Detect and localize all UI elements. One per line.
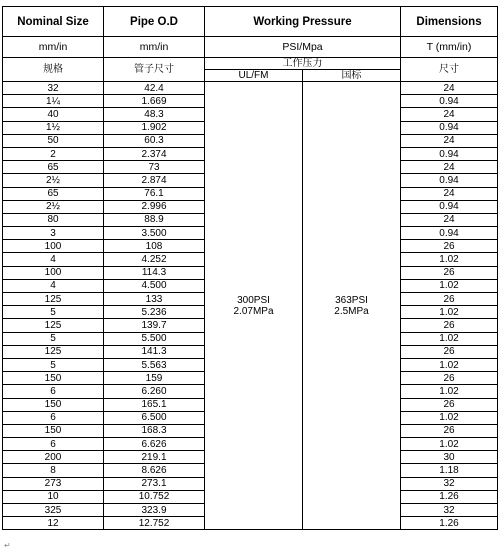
pressure-national-psi: 363PSI (335, 294, 368, 306)
cell-thickness-in: 0.94 (401, 147, 498, 160)
cell-od-mm: 114.3 (104, 266, 205, 279)
cell-thickness-in: 0.94 (401, 95, 498, 108)
cell-od-mm: 76.1 (104, 187, 205, 200)
cell-od-in: 2.996 (104, 200, 205, 213)
cn-label-dimensions: 尺寸 (401, 58, 498, 82)
cell-nominal-in: 5 (3, 358, 104, 371)
cell-nominal-mm: 125 (3, 319, 104, 332)
cell-od-in: 1.902 (104, 121, 205, 134)
cell-od-in: 1.669 (104, 95, 205, 108)
cn-label-pipe-od: 管子尺寸 (104, 58, 205, 82)
cell-nominal-mm: 125 (3, 293, 104, 306)
cell-thickness-mm: 32 (401, 477, 498, 490)
cell-nominal-in: 2½ (3, 200, 104, 213)
cell-od-in: 5.563 (104, 358, 205, 371)
cell-nominal-mm: 65 (3, 187, 104, 200)
cell-thickness-mm: 24 (401, 187, 498, 200)
cell-thickness-in: 0.94 (401, 200, 498, 213)
cell-thickness-mm: 26 (401, 398, 498, 411)
cell-nominal-mm: 80 (3, 213, 104, 226)
cell-pressure-national (303, 82, 401, 530)
cell-thickness-mm: 24 (401, 108, 498, 121)
cell-nominal-mm: 125 (3, 345, 104, 358)
cell-od-mm: 168.3 (104, 424, 205, 437)
cell-thickness-mm: 26 (401, 266, 498, 279)
unit-dimensions: T (mm/in) (401, 37, 498, 58)
cell-nominal-in: 3 (3, 227, 104, 240)
cell-nominal-mm: 32 (3, 82, 104, 95)
cell-nominal-in: 4 (3, 253, 104, 266)
cell-nominal-mm: 65 (3, 161, 104, 174)
cell-thickness-in: 1.02 (401, 385, 498, 398)
cell-thickness-mm: 26 (401, 319, 498, 332)
pipe-spec-table (2, 6, 498, 530)
unit-pipe-od: mm/in (104, 37, 205, 58)
cell-od-mm: 88.9 (104, 213, 205, 226)
cell-od-mm: 108 (104, 240, 205, 253)
cell-od-in: 12.752 (104, 517, 205, 530)
cell-nominal-mm: 200 (3, 451, 104, 464)
cell-thickness-mm: 32 (401, 504, 498, 517)
cell-nominal-mm: 50 (3, 134, 104, 147)
cell-od-in: 6.626 (104, 438, 205, 451)
cell-od-in: 10.752 (104, 490, 205, 503)
cell-thickness-in: 1.02 (401, 358, 498, 371)
cell-thickness-in: 1.02 (401, 411, 498, 424)
cell-thickness-in: 1.18 (401, 464, 498, 477)
header-dimensions: Dimensions (401, 7, 498, 37)
cn-label-national: 国标 (303, 70, 401, 82)
cell-thickness-in: 0.94 (401, 121, 498, 134)
cell-nominal-in: 2½ (3, 174, 104, 187)
cell-thickness-mm: 24 (401, 82, 498, 95)
cell-nominal-in: 12 (3, 517, 104, 530)
cell-nominal-in: 6 (3, 385, 104, 398)
cell-od-in: 2.874 (104, 174, 205, 187)
header-row-units (3, 37, 498, 58)
cell-od-in: 6.500 (104, 411, 205, 424)
unit-working-pressure: PSI/Mpa (205, 37, 401, 58)
cell-thickness-in: 1.02 (401, 306, 498, 319)
cell-nominal-mm: 40 (3, 108, 104, 121)
cell-thickness-mm: 26 (401, 372, 498, 385)
cell-nominal-mm: 100 (3, 240, 104, 253)
cell-nominal-in: 1¼ (3, 95, 104, 108)
cell-thickness-in: 0.94 (401, 227, 498, 240)
cell-od-mm: 42.4 (104, 82, 205, 95)
cell-thickness-in: 1.02 (401, 332, 498, 345)
cell-nominal-in: 5 (3, 306, 104, 319)
cell-nominal-in: 5 (3, 332, 104, 345)
cell-nominal-in: 6 (3, 411, 104, 424)
cell-nominal-in: 8 (3, 464, 104, 477)
cell-thickness-mm: 26 (401, 345, 498, 358)
cell-thickness-in: 1.26 (401, 490, 498, 503)
cell-od-mm: 165.1 (104, 398, 205, 411)
cell-nominal-mm: 150 (3, 372, 104, 385)
cell-thickness-in: 1.02 (401, 279, 498, 292)
cell-thickness-in: 1.02 (401, 253, 498, 266)
cn-label-working-pressure: 工作压力 (205, 58, 401, 70)
pressure-national-mpa: 2.5MPa (334, 305, 369, 317)
cell-nominal-mm: 100 (3, 266, 104, 279)
cell-od-in: 4.252 (104, 253, 205, 266)
header-working-pressure: Working Pressure (205, 7, 401, 37)
cell-nominal-mm: 150 (3, 424, 104, 437)
cell-od-in: 4.500 (104, 279, 205, 292)
cell-od-mm: 60.3 (104, 134, 205, 147)
cell-od-in: 5.500 (104, 332, 205, 345)
cell-thickness-mm: 24 (401, 213, 498, 226)
header-row-cn-top (3, 58, 498, 70)
cell-nominal-mm: 325 (3, 504, 104, 517)
table-row (3, 82, 498, 95)
cell-od-mm: 133 (104, 293, 205, 306)
cell-thickness-mm: 24 (401, 134, 498, 147)
cell-od-mm: 48.3 (104, 108, 205, 121)
cell-od-mm: 159 (104, 372, 205, 385)
paragraph-mark: ↵ (4, 541, 11, 550)
cell-od-in: 6.260 (104, 385, 205, 398)
unit-nominal-size: mm/in (3, 37, 104, 58)
cell-nominal-in: 10 (3, 490, 104, 503)
cell-od-mm: 139.7 (104, 319, 205, 332)
cell-od-in: 5.236 (104, 306, 205, 319)
cell-nominal-in: 4 (3, 279, 104, 292)
cell-thickness-mm: 24 (401, 161, 498, 174)
cell-od-in: 3.500 (104, 227, 205, 240)
header-row-titles (3, 7, 498, 37)
cell-thickness-mm: 26 (401, 424, 498, 437)
cell-od-in: 8.626 (104, 464, 205, 477)
header-nominal-size: Nominal Size (3, 7, 104, 37)
pressure-ul-mpa: 2.07MPa (233, 305, 274, 317)
cell-od-mm: 141.3 (104, 345, 205, 358)
cell-thickness-mm: 26 (401, 293, 498, 306)
cell-thickness-mm: 30 (401, 451, 498, 464)
cell-od-mm: 219.1 (104, 451, 205, 464)
cell-nominal-in: 1½ (3, 121, 104, 134)
cell-od-mm: 73 (104, 161, 205, 174)
cell-pressure-ul-fm (205, 82, 303, 530)
cell-nominal-in: 6 (3, 438, 104, 451)
cell-thickness-in: 1.26 (401, 517, 498, 530)
cell-thickness-mm: 26 (401, 240, 498, 253)
cell-nominal-in: 2 (3, 147, 104, 160)
cell-nominal-mm: 150 (3, 398, 104, 411)
cn-label-ul-fm: UL/FM (205, 70, 303, 82)
cell-thickness-in: 0.94 (401, 174, 498, 187)
header-pipe-od: Pipe O.D (104, 7, 205, 37)
cell-od-mm: 273.1 (104, 477, 205, 490)
cn-label-nominal-size: 规格 (3, 58, 104, 82)
cell-thickness-in: 1.02 (401, 438, 498, 451)
pressure-ul-psi: 300PSI (237, 294, 270, 306)
cell-od-mm: 323.9 (104, 504, 205, 517)
cell-nominal-mm: 273 (3, 477, 104, 490)
cell-od-in: 2.374 (104, 147, 205, 160)
